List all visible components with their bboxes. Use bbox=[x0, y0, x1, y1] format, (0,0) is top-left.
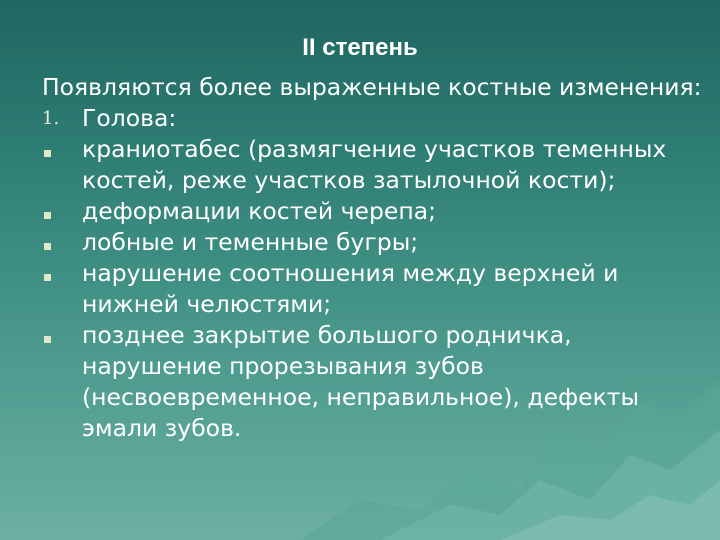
bullet-text: деформации костей черепа; bbox=[82, 197, 437, 225]
square-bullet-icon bbox=[42, 196, 51, 227]
number-marker: 1. bbox=[42, 108, 60, 129]
slide-title: II степень bbox=[302, 34, 418, 61]
list-item bbox=[42, 196, 702, 227]
list-item bbox=[42, 134, 702, 196]
square-bullet-icon bbox=[42, 258, 51, 289]
bullet-text: краниотабес (размягчение участков теменных костей, реже участков затылочной кости); bbox=[82, 135, 667, 194]
square-bullet-icon bbox=[42, 227, 51, 258]
bullet-text: нарушение соотношения между верхней и нижней челюстями; bbox=[82, 259, 619, 318]
bullet-text: лобные и теменные бугры; bbox=[82, 228, 419, 256]
square-bullet-icon bbox=[42, 320, 51, 351]
slide-content bbox=[42, 72, 702, 444]
numbered-item-text: Голова: bbox=[82, 104, 177, 132]
list-item-numbered bbox=[42, 103, 702, 134]
list-item bbox=[42, 227, 702, 258]
list-item bbox=[42, 258, 702, 320]
square-bullet-icon bbox=[42, 134, 51, 165]
bullet-text: позднее закрытие большого родничка, нарушение прорезывания зубов (несвоевременное, неправильное), дефекты эмали зубов. bbox=[82, 321, 640, 442]
list-item bbox=[42, 320, 702, 444]
intro-text: Появляются более выраженные костные изменения: bbox=[42, 73, 702, 101]
